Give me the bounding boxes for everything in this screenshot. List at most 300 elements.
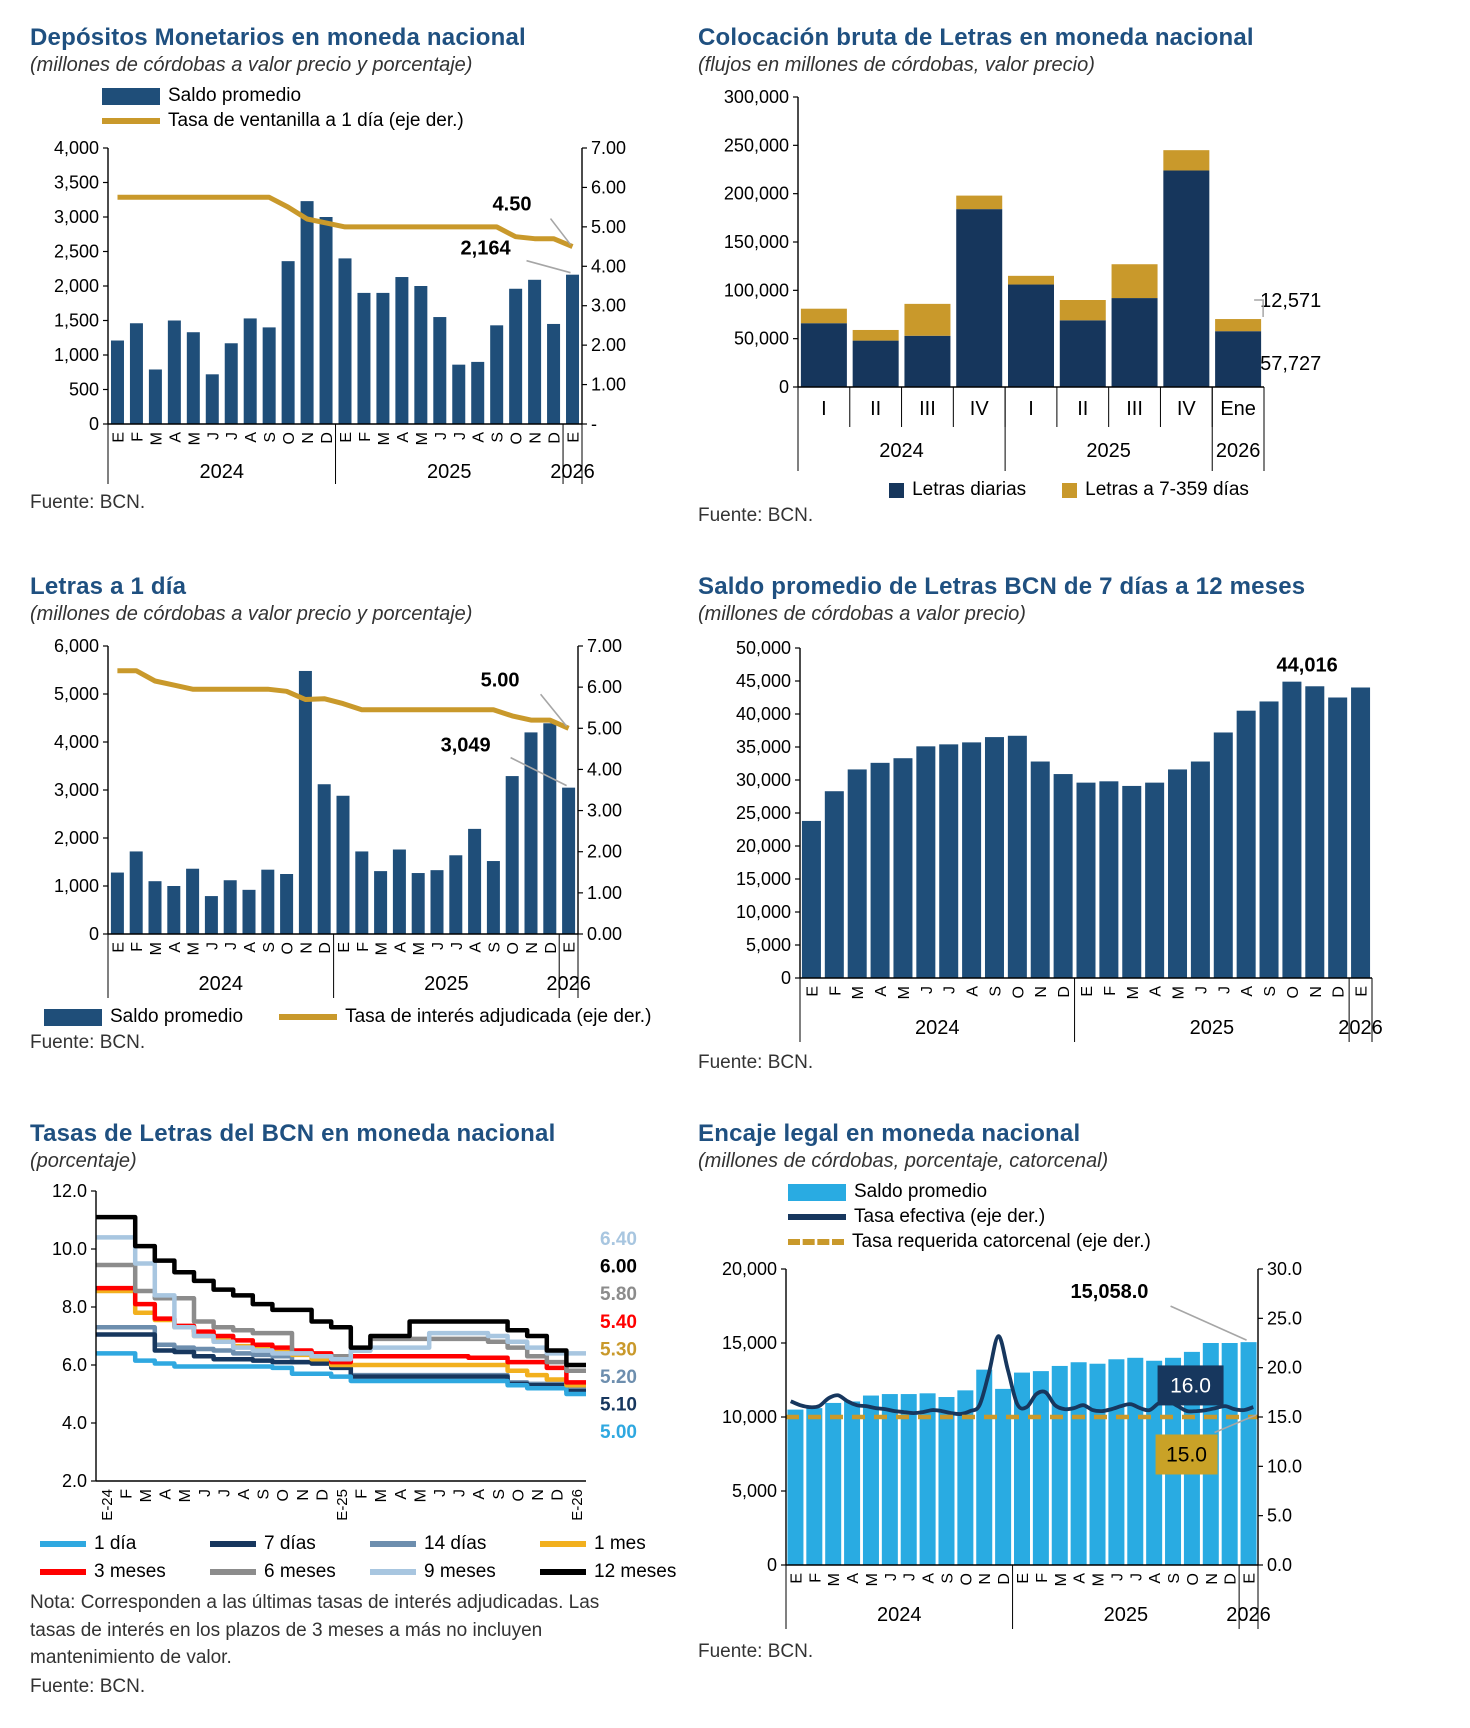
svg-text:10.0: 10.0 xyxy=(51,1239,87,1259)
svg-text:300,000: 300,000 xyxy=(723,87,789,107)
legend-swatch-square-icon xyxy=(1062,483,1077,498)
svg-text:O: O xyxy=(275,1489,293,1502)
svg-text:D: D xyxy=(317,942,335,954)
legend-swatch-linemed-icon xyxy=(210,1541,256,1547)
svg-text:2026: 2026 xyxy=(1226,1604,1271,1626)
svg-text:20.0: 20.0 xyxy=(1267,1357,1303,1378)
svg-text:2026: 2026 xyxy=(546,973,591,995)
legend-label: Letras diarias xyxy=(912,479,1027,500)
legend-item xyxy=(370,1561,540,1583)
legend-item xyxy=(540,1561,680,1583)
legend-item xyxy=(210,1533,370,1555)
svg-text:200,000: 200,000 xyxy=(723,183,789,204)
svg-text:S: S xyxy=(255,1489,273,1500)
source-text: Fuente: BCN. xyxy=(698,1052,814,1073)
legend-swatch-linemed-icon xyxy=(40,1541,86,1547)
svg-text:J: J xyxy=(918,986,936,994)
svg-text:S: S xyxy=(987,986,1005,997)
svg-text:0.00: 0.00 xyxy=(587,924,623,944)
card-encaje-legal xyxy=(698,1120,1440,1698)
svg-text:M: M xyxy=(186,432,204,446)
svg-text:2024: 2024 xyxy=(879,440,924,462)
svg-text:44,016: 44,016 xyxy=(1276,654,1338,677)
svg-text:3.00: 3.00 xyxy=(591,295,627,316)
svg-text:A: A xyxy=(243,432,261,443)
svg-text:A: A xyxy=(1071,1573,1089,1584)
svg-text:O: O xyxy=(505,942,523,955)
svg-text:M: M xyxy=(148,432,166,446)
legend-label: Saldo promedio xyxy=(168,85,302,106)
svg-text:2024: 2024 xyxy=(199,461,245,483)
source-text: Fuente: BCN. xyxy=(698,1641,814,1662)
source-text: Fuente: BCN. xyxy=(30,1032,146,1053)
encaje-legal-chart xyxy=(698,1257,1398,1637)
svg-text:A: A xyxy=(242,942,259,953)
svg-text:5.00: 5.00 xyxy=(587,718,623,739)
legend-depositos xyxy=(102,85,678,132)
svg-text:6.00: 6.00 xyxy=(600,1256,637,1278)
legend-label: 9 meses xyxy=(424,1561,496,1582)
svg-text:J: J xyxy=(882,1573,900,1581)
svg-text:J: J xyxy=(432,1489,449,1497)
svg-text:6.00: 6.00 xyxy=(587,677,623,698)
svg-text:E-24: E-24 xyxy=(98,1489,116,1521)
svg-text:F: F xyxy=(356,432,374,442)
legend-swatch-linemed-icon xyxy=(210,1569,256,1575)
svg-text:M: M xyxy=(138,1489,155,1503)
svg-text:D: D xyxy=(1222,1573,1240,1585)
svg-text:10,000: 10,000 xyxy=(735,902,791,922)
svg-text:J: J xyxy=(223,942,241,950)
svg-text:E: E xyxy=(1079,986,1096,997)
chart-title: Saldo promedio de Letras BCN de 7 días a 12 meses xyxy=(698,573,1306,600)
svg-text:A: A xyxy=(167,432,185,443)
svg-text:E: E xyxy=(1353,986,1371,997)
svg-text:D: D xyxy=(1056,986,1074,998)
chart-title: Encaje legal en moneda nacional xyxy=(698,1120,1081,1147)
svg-text:M: M xyxy=(1090,1573,1108,1587)
svg-text:E: E xyxy=(565,432,583,443)
svg-text:2026: 2026 xyxy=(1338,1017,1383,1039)
svg-text:0: 0 xyxy=(88,924,99,944)
svg-text:S: S xyxy=(486,942,504,953)
svg-text:O: O xyxy=(279,942,297,955)
svg-text:M: M xyxy=(177,1489,195,1503)
svg-text:F: F xyxy=(129,942,147,952)
svg-text:D: D xyxy=(546,432,564,444)
svg-text:0.0: 0.0 xyxy=(1267,1555,1293,1575)
svg-text:5.80: 5.80 xyxy=(600,1284,637,1306)
svg-text:3,000: 3,000 xyxy=(53,780,99,800)
svg-text:A: A xyxy=(1147,986,1165,997)
legend-item xyxy=(210,1561,370,1583)
svg-text:J: J xyxy=(204,942,222,950)
svg-text:F: F xyxy=(118,1489,136,1499)
svg-text:57,727: 57,727 xyxy=(1260,352,1322,375)
svg-text:10,000: 10,000 xyxy=(721,1407,777,1427)
svg-text:O: O xyxy=(1184,1573,1202,1586)
legend-item xyxy=(889,479,1026,501)
svg-text:N: N xyxy=(1203,1573,1221,1585)
svg-text:J: J xyxy=(451,1489,469,1497)
svg-text:N: N xyxy=(527,431,545,444)
svg-text:3,000: 3,000 xyxy=(53,207,99,227)
svg-text:3,049: 3,049 xyxy=(440,734,491,757)
svg-text:2.00: 2.00 xyxy=(587,841,623,862)
svg-text:II: II xyxy=(870,398,882,420)
legend-tasas-letras xyxy=(40,1533,678,1583)
depositos-monetarios-chart xyxy=(30,136,650,488)
svg-text:J: J xyxy=(448,942,466,950)
svg-text:5.10: 5.10 xyxy=(600,1394,637,1416)
svg-text:5,000: 5,000 xyxy=(731,1481,777,1501)
legend-label: Saldo promedio xyxy=(110,1006,244,1027)
svg-text:A: A xyxy=(1147,1573,1165,1584)
svg-text:IV: IV xyxy=(1176,398,1196,420)
svg-text:F: F xyxy=(354,942,372,952)
svg-text:M: M xyxy=(412,1489,430,1503)
svg-text:30.0: 30.0 xyxy=(1267,1259,1303,1279)
svg-text:J: J xyxy=(451,432,469,440)
svg-text:E: E xyxy=(110,432,128,443)
svg-text:4.00: 4.00 xyxy=(587,759,623,780)
svg-text:1.00: 1.00 xyxy=(587,882,623,903)
chart-subtitle: (millones de córdobas a valor precio y porcentaje) xyxy=(30,54,473,76)
svg-text:M: M xyxy=(185,942,203,956)
svg-text:M: M xyxy=(373,1489,391,1503)
svg-text:III: III xyxy=(1126,398,1143,420)
svg-text:D: D xyxy=(1330,986,1348,998)
svg-text:M: M xyxy=(148,942,165,956)
svg-text:A: A xyxy=(470,432,488,443)
svg-text:II: II xyxy=(1077,398,1089,420)
svg-text:2025: 2025 xyxy=(1189,1017,1235,1039)
saldo-promedio-letras-chart xyxy=(698,634,1418,1048)
svg-text:4.0: 4.0 xyxy=(61,1413,87,1433)
svg-text:5.0: 5.0 xyxy=(1267,1505,1293,1526)
chart-subtitle: (flujos en millones de córdobas, valor precio) xyxy=(698,54,1095,76)
svg-text:A: A xyxy=(467,942,485,953)
svg-text:D: D xyxy=(996,1573,1014,1585)
legend-label: Tasa de ventanilla a 1 día (eje der.) xyxy=(168,110,464,131)
svg-text:2,000: 2,000 xyxy=(53,276,99,296)
svg-text:5.00: 5.00 xyxy=(600,1422,637,1444)
svg-text:1,000: 1,000 xyxy=(53,876,99,896)
svg-text:E: E xyxy=(788,1573,806,1584)
svg-text:E: E xyxy=(336,942,353,953)
legend-label: Tasa efectiva (eje der.) xyxy=(854,1206,1046,1227)
svg-text:N: N xyxy=(298,942,316,954)
svg-text:S: S xyxy=(262,432,280,443)
svg-text:M: M xyxy=(895,986,913,1000)
legend-item xyxy=(788,1206,1045,1228)
svg-text:E-26: E-26 xyxy=(569,1489,587,1521)
svg-text:250,000: 250,000 xyxy=(723,135,789,156)
svg-text:2024: 2024 xyxy=(877,1604,922,1626)
svg-text:2.00: 2.00 xyxy=(591,335,627,356)
legend-label: Letras a 7-359 días xyxy=(1085,479,1249,500)
svg-text:I: I xyxy=(1028,398,1034,420)
svg-text:E-25: E-25 xyxy=(334,1489,351,1521)
svg-text:A: A xyxy=(394,432,412,443)
svg-text:J: J xyxy=(1193,986,1211,994)
svg-text:8.0: 8.0 xyxy=(61,1297,87,1317)
legend-swatch-line-icon xyxy=(279,1014,337,1020)
svg-text:J: J xyxy=(901,1573,919,1581)
svg-text:A: A xyxy=(166,942,184,953)
card-letras-1-dia xyxy=(30,573,678,1074)
legend-encaje xyxy=(788,1181,1440,1253)
svg-text:2024: 2024 xyxy=(198,973,244,995)
legend-item xyxy=(370,1533,540,1555)
svg-text:M: M xyxy=(1170,986,1188,1000)
svg-text:0: 0 xyxy=(780,968,791,988)
legend-item xyxy=(788,1231,1151,1253)
svg-text:2025: 2025 xyxy=(424,973,469,995)
svg-text:M: M xyxy=(863,1573,881,1587)
svg-text:150,000: 150,000 xyxy=(723,232,789,252)
legend-item xyxy=(788,1181,987,1203)
svg-text:15,000: 15,000 xyxy=(735,869,791,889)
svg-text:25,000: 25,000 xyxy=(735,803,791,823)
legend-letras-1-dia xyxy=(44,1006,678,1028)
svg-text:D: D xyxy=(314,1489,332,1501)
svg-text:2024: 2024 xyxy=(915,1017,960,1039)
chart-subtitle: (porcentaje) xyxy=(30,1150,137,1172)
svg-text:7.00: 7.00 xyxy=(587,636,623,656)
svg-text:F: F xyxy=(807,1573,825,1583)
svg-text:M: M xyxy=(850,986,868,1000)
svg-text:0: 0 xyxy=(766,1555,777,1575)
svg-text:15.0: 15.0 xyxy=(1267,1407,1303,1427)
svg-text:M: M xyxy=(375,432,393,446)
svg-text:F: F xyxy=(353,1489,371,1499)
colocacion-bruta-chart xyxy=(698,85,1398,477)
svg-text:J: J xyxy=(1109,1573,1127,1581)
svg-text:6.0: 6.0 xyxy=(61,1355,87,1375)
svg-text:2026: 2026 xyxy=(1215,440,1261,462)
svg-text:D: D xyxy=(549,1489,567,1501)
svg-text:N: N xyxy=(530,1489,547,1501)
legend-swatch-line-icon xyxy=(102,118,160,124)
svg-text:F: F xyxy=(1101,986,1119,996)
note-text: Nota: Corresponden a las últimas tasas de interés adjudicadas. Las tasas de interés en los plazos de 3 meses a más no incluyen mantenimiento de valor. xyxy=(30,1592,600,1669)
letras-1-dia-chart xyxy=(30,634,650,1004)
svg-text:A: A xyxy=(157,1489,175,1500)
svg-text:2025: 2025 xyxy=(1086,440,1131,462)
legend-swatch-bar-icon xyxy=(788,1184,846,1201)
legend-item xyxy=(279,1006,651,1028)
svg-text:E: E xyxy=(1015,1573,1032,1584)
svg-text:15,000: 15,000 xyxy=(721,1333,777,1353)
svg-text:16.0: 16.0 xyxy=(1170,1374,1211,1398)
svg-text:40,000: 40,000 xyxy=(735,704,791,724)
svg-text:20,000: 20,000 xyxy=(735,836,791,856)
legend-swatch-bar-icon xyxy=(102,88,160,105)
svg-text:-: - xyxy=(591,414,597,434)
legend-item xyxy=(540,1533,680,1555)
card-depositos-monetarios xyxy=(30,24,678,527)
legend-swatch-square-icon xyxy=(889,483,904,498)
legend-colocacion xyxy=(698,479,1440,501)
svg-text:O: O xyxy=(958,1573,976,1586)
svg-text:M: M xyxy=(1052,1573,1070,1587)
svg-text:E: E xyxy=(804,986,822,997)
svg-text:S: S xyxy=(490,1489,508,1500)
card-tasas-letras xyxy=(30,1120,678,1698)
svg-text:6.40: 6.40 xyxy=(600,1229,637,1250)
legend-item xyxy=(1062,479,1249,501)
svg-text:F: F xyxy=(827,986,845,996)
svg-text:N: N xyxy=(1033,986,1051,998)
card-saldo-promedio-letras xyxy=(698,573,1440,1074)
svg-text:5.30: 5.30 xyxy=(600,1339,637,1361)
legend-swatch-linemed-icon xyxy=(540,1541,586,1547)
svg-text:J: J xyxy=(196,1489,214,1497)
svg-text:35,000: 35,000 xyxy=(735,737,791,757)
legend-swatch-line-icon xyxy=(788,1214,846,1220)
svg-text:15.0: 15.0 xyxy=(1166,1443,1207,1467)
legend-swatch-linemed-icon xyxy=(370,1569,416,1575)
source-text: Fuente: BCN. xyxy=(30,492,146,513)
svg-text:J: J xyxy=(432,432,450,440)
svg-text:IV: IV xyxy=(969,398,989,420)
legend-item xyxy=(40,1561,210,1583)
svg-text:4,000: 4,000 xyxy=(53,732,99,752)
svg-text:A: A xyxy=(392,1489,410,1500)
svg-text:5,000: 5,000 xyxy=(53,684,99,704)
svg-text:3,500: 3,500 xyxy=(53,172,99,193)
svg-text:10.0: 10.0 xyxy=(1267,1456,1303,1477)
svg-text:4.50: 4.50 xyxy=(492,193,532,216)
legend-label: 6 meses xyxy=(264,1561,336,1582)
svg-text:20,000: 20,000 xyxy=(721,1259,777,1279)
svg-text:J: J xyxy=(1216,986,1234,994)
svg-text:O: O xyxy=(1010,986,1028,999)
svg-text:J: J xyxy=(941,986,959,994)
svg-text:1,000: 1,000 xyxy=(53,345,99,365)
legend-label: 7 días xyxy=(264,1533,316,1554)
source-text: Fuente: BCN. xyxy=(30,1675,146,1697)
svg-text:A: A xyxy=(471,1489,489,1500)
svg-text:III: III xyxy=(919,398,936,420)
svg-text:D: D xyxy=(319,432,337,444)
svg-text:2025: 2025 xyxy=(427,461,472,483)
svg-text:O: O xyxy=(1284,986,1302,999)
svg-text:S: S xyxy=(260,942,278,953)
svg-text:M: M xyxy=(373,942,391,956)
chart-title: Tasas de Letras del BCN en moneda nacional xyxy=(30,1120,556,1147)
svg-text:A: A xyxy=(964,986,982,997)
svg-text:N: N xyxy=(294,1489,312,1501)
tasas-letras-chart xyxy=(30,1181,670,1523)
legend-item xyxy=(44,1006,243,1028)
svg-text:0: 0 xyxy=(778,377,789,397)
chart-subtitle: (millones de córdobas a valor precio y porcentaje) xyxy=(30,603,473,625)
svg-text:J: J xyxy=(216,1489,234,1497)
svg-text:E: E xyxy=(110,942,128,953)
svg-text:J: J xyxy=(205,432,223,440)
legend-label: Saldo promedio xyxy=(854,1181,988,1202)
svg-text:45,000: 45,000 xyxy=(735,671,791,691)
svg-text:Ene: Ene xyxy=(1220,398,1256,420)
svg-text:0: 0 xyxy=(88,414,99,434)
legend-label: 12 meses xyxy=(594,1561,677,1582)
svg-text:4,000: 4,000 xyxy=(53,138,99,158)
svg-text:N: N xyxy=(300,432,318,444)
svg-text:M: M xyxy=(1124,986,1142,1000)
legend-label: 14 días xyxy=(424,1533,487,1554)
svg-text:D: D xyxy=(542,942,560,954)
svg-text:7.00: 7.00 xyxy=(591,138,627,158)
svg-text:50,000: 50,000 xyxy=(735,638,791,658)
svg-text:S: S xyxy=(939,1573,957,1584)
legend-item xyxy=(40,1533,210,1555)
svg-text:5.20: 5.20 xyxy=(600,1367,637,1388)
svg-text:2,500: 2,500 xyxy=(53,241,99,262)
svg-text:F: F xyxy=(129,432,147,442)
svg-text:S: S xyxy=(489,432,507,443)
legend-swatch-linemed-icon xyxy=(540,1569,586,1575)
chart-title: Colocación bruta de Letras en moneda nacional xyxy=(698,24,1254,51)
svg-text:N: N xyxy=(1307,986,1325,998)
chart-subtitle: (millones de córdobas, porcentaje, catorcenal) xyxy=(698,1150,1109,1172)
svg-text:A: A xyxy=(920,1573,938,1584)
legend-swatch-dash-icon xyxy=(788,1239,844,1245)
legend-label: Tasa de interés adjudicada (eje der.) xyxy=(345,1006,652,1027)
svg-text:E: E xyxy=(561,942,579,953)
svg-text:J: J xyxy=(1128,1573,1146,1581)
svg-text:30,000: 30,000 xyxy=(735,770,791,790)
svg-text:5.00: 5.00 xyxy=(591,216,627,237)
legend-label: 3 meses xyxy=(94,1561,166,1582)
svg-text:E: E xyxy=(338,432,355,443)
svg-text:N: N xyxy=(977,1573,995,1585)
svg-text:4.00: 4.00 xyxy=(591,256,627,277)
legend-label: 1 mes xyxy=(594,1533,646,1554)
svg-text:5.00: 5.00 xyxy=(480,669,520,692)
svg-text:6,000: 6,000 xyxy=(53,636,99,656)
svg-text:A: A xyxy=(392,942,410,953)
legend-label: Tasa requerida catorcenal (eje der.) xyxy=(852,1231,1151,1252)
svg-text:500: 500 xyxy=(68,379,99,400)
svg-text:15,058.0: 15,058.0 xyxy=(1070,1281,1149,1304)
legend-swatch-bar-icon xyxy=(44,1009,102,1026)
svg-text:M: M xyxy=(826,1573,844,1587)
chart-title: Depósitos Monetarios en moneda nacional xyxy=(30,24,526,51)
svg-text:6.00: 6.00 xyxy=(591,177,627,198)
svg-text:2.0: 2.0 xyxy=(61,1471,87,1491)
svg-text:5.40: 5.40 xyxy=(600,1311,637,1333)
svg-text:1.00: 1.00 xyxy=(591,374,627,395)
chart-subtitle: (millones de córdobas a valor precio) xyxy=(698,603,1026,625)
svg-text:I: I xyxy=(821,398,827,420)
svg-text:M: M xyxy=(413,432,431,446)
svg-text:12.0: 12.0 xyxy=(51,1181,87,1201)
svg-text:100,000: 100,000 xyxy=(723,280,789,301)
svg-text:O: O xyxy=(508,432,526,445)
svg-text:50,000: 50,000 xyxy=(733,328,789,349)
svg-text:5,000: 5,000 xyxy=(745,935,791,955)
svg-text:2026: 2026 xyxy=(550,461,595,483)
chart-title: Letras a 1 día xyxy=(30,573,187,600)
svg-text:J: J xyxy=(430,942,447,950)
svg-text:O: O xyxy=(281,432,299,445)
svg-text:O: O xyxy=(510,1489,528,1502)
legend-item xyxy=(102,85,301,107)
svg-text:S: S xyxy=(1166,1573,1184,1584)
svg-text:2025: 2025 xyxy=(1103,1604,1149,1626)
